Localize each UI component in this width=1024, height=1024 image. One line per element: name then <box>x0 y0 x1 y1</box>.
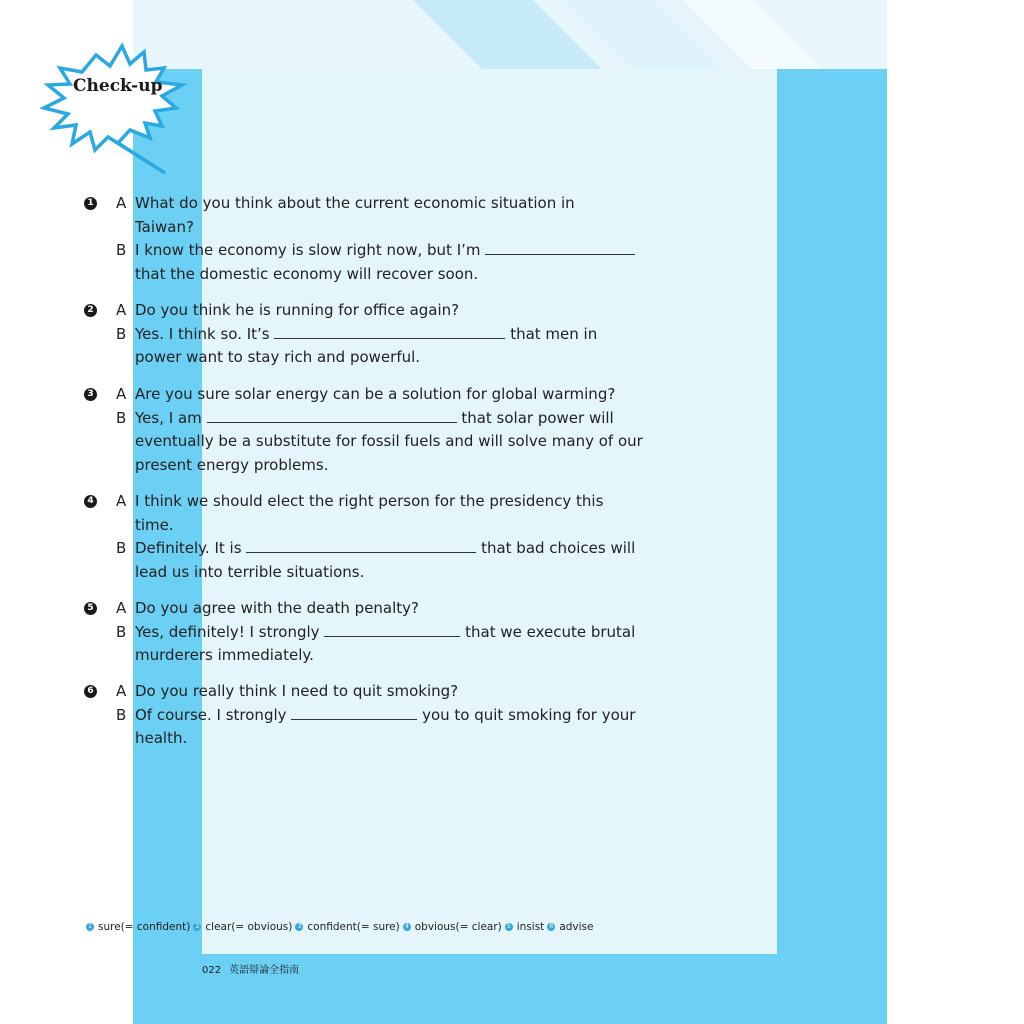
fill-in-blank[interactable] <box>324 621 460 637</box>
line-text-before-blank: Yes, definitely! I strongly <box>135 622 320 641</box>
dialogue-line <box>84 192 644 216</box>
line-text: Do you really think I need to quit smoking? <box>135 682 459 700</box>
answer-number-badge: 6 <box>547 923 555 931</box>
answer-number-badge: 4 <box>403 923 411 931</box>
line-text: Do you agree with the death penalty? <box>135 599 420 617</box>
item-number-badge: 4 <box>84 495 97 508</box>
line-text-after-blank: that bad choices will <box>481 539 636 557</box>
answer-key-item <box>505 921 545 933</box>
dialogue-line <box>84 383 644 407</box>
book-title: 英語辯論全指南 <box>229 965 300 976</box>
line-text: Taiwan? <box>135 217 194 236</box>
speaker-label: B <box>116 539 127 557</box>
line-text-before-blank: Definitely. It is <box>135 539 242 557</box>
item-number-badge: 1 <box>84 197 97 210</box>
fill-in-blank[interactable] <box>274 323 505 339</box>
item-number-badge: 2 <box>84 304 97 317</box>
answer-key-item <box>193 921 292 933</box>
answer-text: advise <box>559 921 594 933</box>
exercise-item <box>84 680 644 751</box>
speaker-label: A <box>116 682 127 700</box>
dialogue-line <box>84 644 644 668</box>
dialogue-line <box>84 239 644 263</box>
speaker-label: A <box>116 301 127 319</box>
check-up-title: Check-up <box>73 76 163 96</box>
dialogue-line <box>84 263 644 287</box>
page-footer <box>202 961 299 976</box>
fill-in-blank[interactable] <box>485 239 635 255</box>
line-text: murderers immediately. <box>135 646 314 664</box>
dialogue-line <box>84 299 644 323</box>
speaker-label: B <box>116 622 127 641</box>
speaker-label: B <box>116 705 127 724</box>
dialogue-line <box>84 680 644 704</box>
line-text: that the domestic economy will recover soon. <box>135 264 479 283</box>
answer-key-item <box>547 921 593 933</box>
dialogue-line <box>84 346 644 370</box>
dialogue-line <box>84 430 644 454</box>
speaker-label: B <box>116 324 127 343</box>
speech-burst-shape <box>44 46 182 173</box>
line-text-before-blank: I know the economy is slow right now, but I’m <box>135 241 481 259</box>
line-text: What do you think about the current economic situation in <box>135 194 575 212</box>
answer-key-item <box>86 921 190 933</box>
line-text-before-blank: Yes, I am <box>135 408 202 427</box>
dialogue-line <box>84 597 644 621</box>
exercise-item <box>84 299 644 370</box>
line-text: Are you sure solar energy can be a solution for global warming? <box>135 385 616 403</box>
line-text-after-blank: you to quit smoking for your <box>422 705 636 724</box>
line-text: health. <box>135 729 188 747</box>
dialogue-line <box>84 323 644 347</box>
line-text: present energy problems. <box>135 455 329 474</box>
answer-text: obvious(= clear) <box>414 921 502 933</box>
line-text-after-blank: that solar power will <box>461 408 614 427</box>
line-text: I think we should elect the right person for the presidency this <box>135 492 604 510</box>
answer-text: sure(= confident) <box>98 921 191 933</box>
exercise-item <box>84 490 644 584</box>
line-text-before-blank: Yes. I think so. It’s <box>135 324 270 343</box>
answer-number-badge: 3 <box>295 923 303 931</box>
speaker-label: A <box>116 385 127 403</box>
item-number-badge: 3 <box>84 388 97 401</box>
line-text: eventually be a substitute for fossil fuels and will solve many of our <box>135 432 643 450</box>
answer-text: confident(= sure) <box>307 921 400 933</box>
answer-text: clear(= obvious) <box>205 921 293 933</box>
dialogue-line <box>84 490 644 514</box>
line-text-after-blank: that we execute brutal <box>465 622 636 641</box>
answer-number-badge: 2 <box>193 923 201 931</box>
speaker-label: B <box>116 241 127 259</box>
dialogue-line <box>84 561 644 585</box>
line-text: power want to stay rich and powerful. <box>135 348 421 366</box>
dialogue-line <box>84 704 644 728</box>
top-decorative-band <box>133 0 887 69</box>
speaker-label: A <box>116 492 127 510</box>
answer-number-badge: 5 <box>505 923 513 931</box>
speaker-label: A <box>116 194 127 212</box>
dialogue-line <box>84 216 644 240</box>
answer-text: insist <box>516 921 545 933</box>
speech-burst-icon <box>40 40 195 175</box>
line-text: Do you think he is running for office again? <box>135 301 460 319</box>
line-text: lead us into terrible situations. <box>135 562 365 581</box>
dialogue-line <box>84 514 644 538</box>
answer-key-item <box>403 921 502 933</box>
exercise-item <box>84 597 644 668</box>
dialogue-line <box>84 407 644 431</box>
speaker-label: B <box>116 408 127 427</box>
fill-in-blank[interactable] <box>207 407 457 423</box>
item-number-badge: 5 <box>84 602 97 615</box>
page-number: 022 <box>202 965 222 976</box>
fill-in-blank[interactable] <box>246 537 476 553</box>
answer-key-item <box>295 921 399 933</box>
dialogue-line <box>84 727 644 751</box>
line-text-before-blank: Of course. I strongly <box>135 705 287 724</box>
dialogue-line <box>84 621 644 645</box>
dialogue-line <box>84 454 644 478</box>
fill-in-blank[interactable] <box>291 704 417 720</box>
exercise-item <box>84 383 644 477</box>
answer-key <box>86 921 596 933</box>
dialogue-line <box>84 537 644 561</box>
speaker-label: A <box>116 599 127 617</box>
item-number-badge: 6 <box>84 685 97 698</box>
exercise-item <box>84 192 644 286</box>
line-text-after-blank: that men in <box>510 324 598 343</box>
answer-number-badge: 1 <box>86 923 94 931</box>
line-text: time. <box>135 515 174 534</box>
